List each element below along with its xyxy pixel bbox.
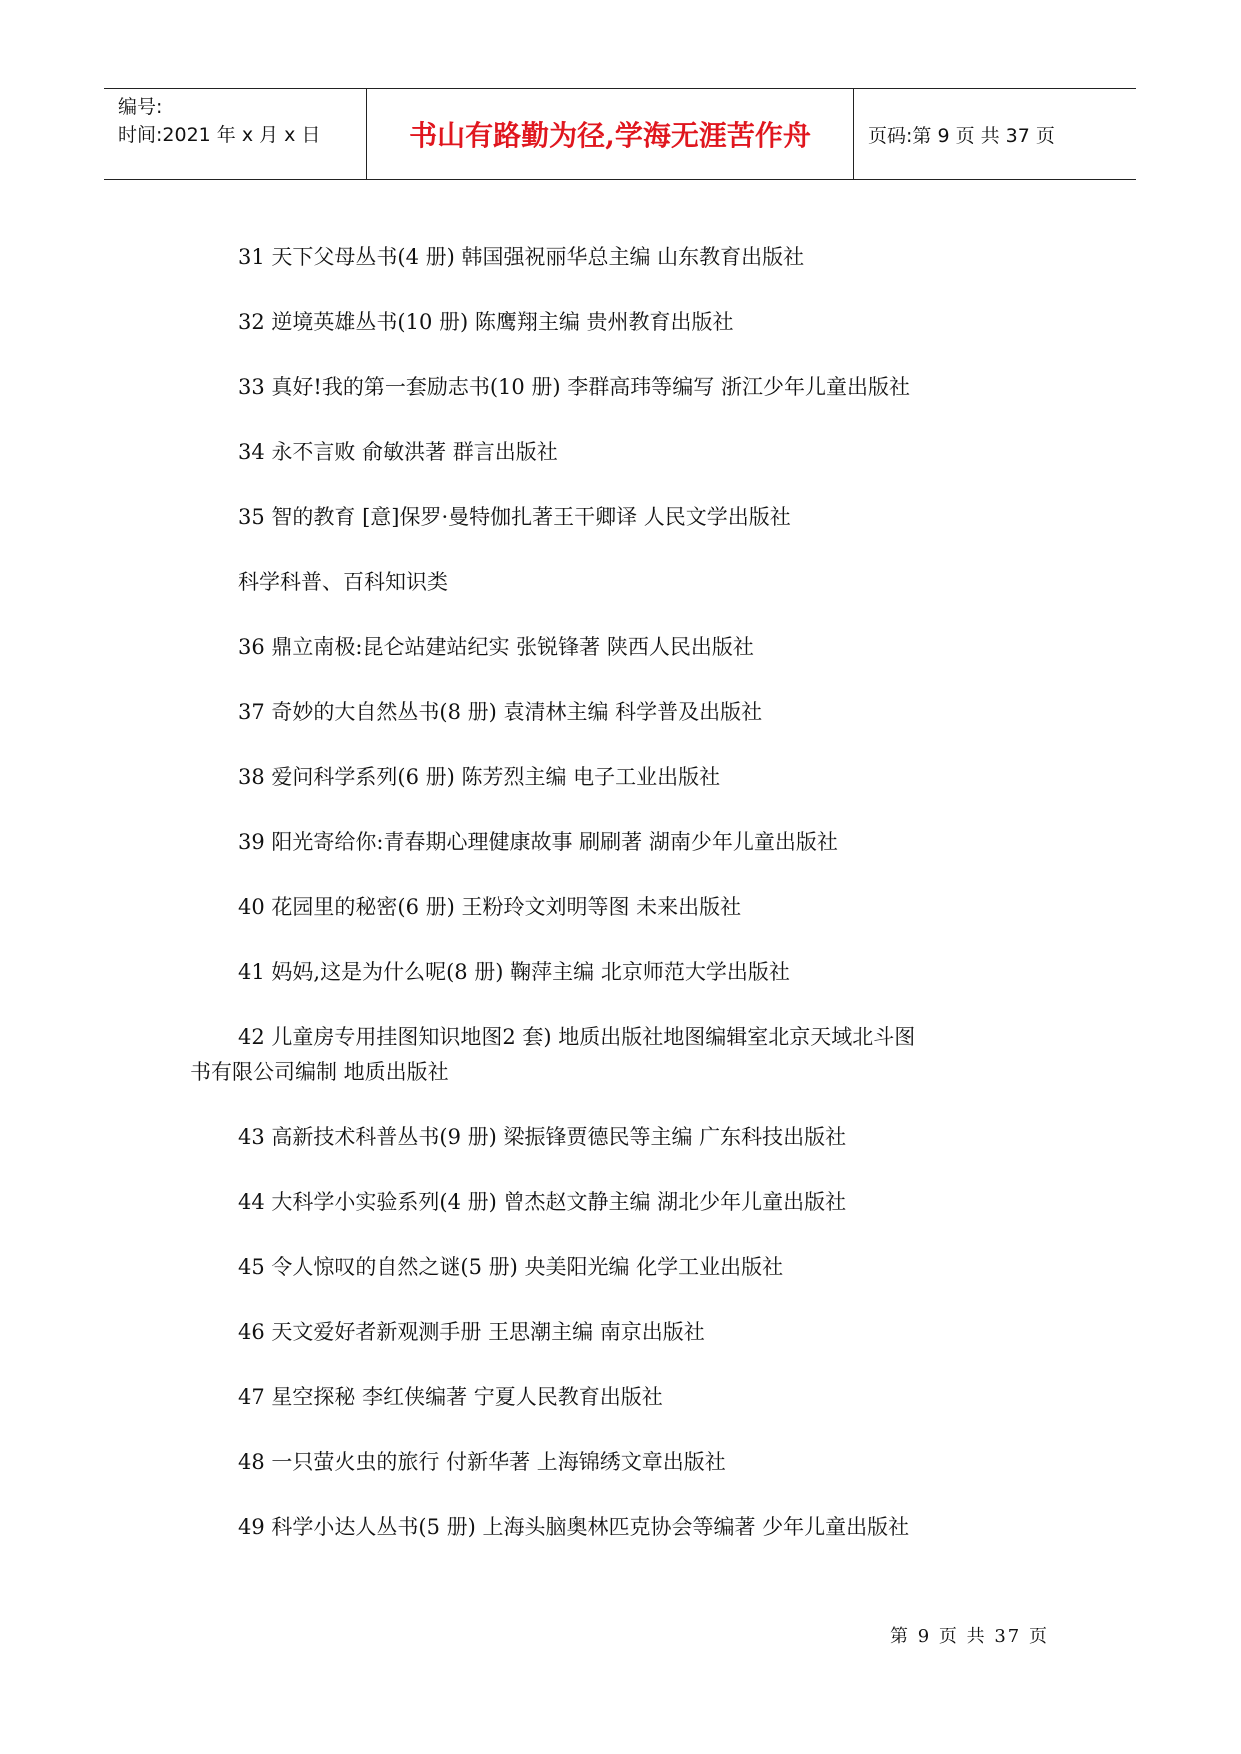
- list-item: 40 花园里的秘密(6 册) 王粉玲文刘明等图 未来出版社: [238, 895, 742, 919]
- list-item: 31 天下父母丛书(4 册) 韩国强祝丽华总主编 山东教育出版社: [238, 245, 805, 269]
- header-motto: 书山有路勤为径,学海无涯苦作舟: [367, 89, 854, 179]
- list-item: 37 奇妙的大自然丛书(8 册) 袁清林主编 科学普及出版社: [238, 700, 763, 724]
- list-item: 47 星空探秘 李红侠编著 宁夏人民教育出版社: [238, 1385, 663, 1409]
- list-item-line2: 书有限公司编制 地质出版社: [190, 1060, 449, 1084]
- list-item: 44 大科学小实验系列(4 册) 曾杰赵文静主编 湖北少年儿童出版社: [238, 1190, 847, 1214]
- list-item-line1: 42 儿童房专用挂图知识地图2 套) 地质出版社地图编辑室北京天域北斗图: [238, 1025, 916, 1049]
- header-page-info: 页码:第 9 页 共 37 页: [868, 124, 1055, 147]
- list-item: 32 逆境英雄丛书(10 册) 陈鹰翔主编 贵州教育出版社: [238, 310, 734, 334]
- header-meta: [104, 89, 367, 179]
- document-time-label: 时间:2021 年 x 月 x 日: [118, 124, 321, 146]
- list-item: 39 阳光寄给你:青春期心理健康故事 刷刷著 湖南少年儿童出版社: [238, 830, 838, 854]
- list-item: 38 爱问科学系列(6 册) 陈芳烈主编 电子工业出版社: [238, 765, 721, 789]
- list-item: 43 高新技术科普丛书(9 册) 梁振锋贾德民等主编 广东科技出版社: [238, 1125, 847, 1149]
- list-item: 33 真好!我的第一套励志书(10 册) 李群高玮等编写 浙江少年儿童出版社: [238, 375, 910, 399]
- list-item: 46 天文爱好者新观测手册 王思潮主编 南京出版社: [238, 1320, 705, 1344]
- list-item: 45 令人惊叹的自然之谜(5 册) 央美阳光编 化学工业出版社: [238, 1255, 784, 1279]
- list-item: 49 科学小达人丛书(5 册) 上海头脑奥林匹克协会等编著 少年儿童出版社: [238, 1515, 910, 1539]
- list-item: 36 鼎立南极:昆仑站建站纪实 张锐锋著 陕西人民出版社: [238, 635, 754, 659]
- page-footer: 第 9 页 共 37 页: [890, 1626, 1049, 1647]
- document-number-label: 编号:: [118, 96, 163, 118]
- list-item-wrapped: [190, 1020, 1070, 1120]
- list-item: 34 永不言败 俞敏洪著 群言出版社: [238, 440, 558, 464]
- book-list: [190, 240, 1070, 1575]
- list-item: 41 妈妈,这是为什么呢(8 册) 鞠萍主编 北京师范大学出版社: [238, 960, 790, 984]
- page-header: [104, 88, 1136, 180]
- category-heading: 科学科普、百科知识类: [238, 570, 448, 594]
- list-item: 35 智的教育 [意]保罗·曼特伽扎著王干卿译 人民文学出版社: [238, 505, 791, 529]
- list-item: 48 一只萤火虫的旅行 付新华著 上海锦绣文章出版社: [238, 1450, 726, 1474]
